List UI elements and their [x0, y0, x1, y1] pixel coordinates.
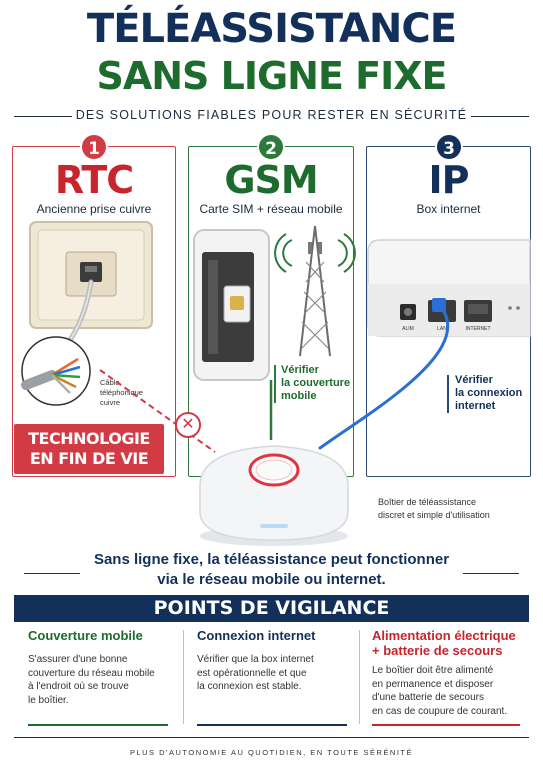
footer-tagline: PLUS D'AUTONOMIE AU QUOTIDIEN, EN TOUTE SÉRÉNITÉ	[129, 748, 414, 757]
end-of-life-badge: TECHNOLOGIE EN FIN DE VIE	[14, 424, 164, 474]
cable-note: Câble téléphonique cuivre	[100, 378, 143, 407]
number-badge-2: 2	[257, 133, 285, 161]
tech-subtitle-ip: Box internet	[416, 202, 481, 216]
ip-check-note: Vérifier la connexion internet	[455, 374, 523, 412]
tech-name-gsm: GSM	[224, 158, 318, 202]
vigilance-banner: POINTS DE VIGILANCE	[14, 595, 529, 622]
port-label-alim: ALIM	[402, 326, 414, 332]
vigilance-item-mobile	[28, 628, 178, 707]
number-badge-3: 3	[435, 133, 463, 161]
device-caption: Boîtier de téléassistance discret et simple d'utilisation	[378, 497, 490, 520]
port-label-lan: LAN	[437, 326, 447, 332]
footer-rule	[14, 737, 529, 738]
column-underline-mobile	[28, 724, 168, 726]
teleassistance-device-illustration	[192, 436, 357, 548]
main-title: TÉLÉASSISTANCE	[86, 6, 457, 52]
vigilance-item-text: Vérifier que la box internet est opérationnelle et que la connexion est stable.	[197, 654, 314, 692]
column-underline-power	[372, 724, 520, 726]
column-divider	[359, 630, 360, 724]
main-title-secondary: SANS LIGNE FIXE	[96, 54, 447, 98]
vigilance-item-internet	[197, 628, 352, 694]
gsm-check-note: Vérifier la couverture mobile	[281, 364, 351, 402]
summary-text: Sans ligne fixe, la téléassistance peut fonctionner via le réseau mobile ou internet.	[93, 551, 450, 588]
vigilance-item-title: Alimentation électrique + batterie de secours	[372, 628, 516, 658]
vigilance-item-power	[372, 628, 532, 718]
vigilance-item-title: Connexion internet	[197, 628, 316, 643]
tech-name-ip: IP	[428, 158, 469, 202]
number-badge-1: 1	[80, 133, 108, 161]
tech-subtitle-rtc: Ancienne prise cuivre	[36, 202, 152, 216]
vigilance-item-title: Couverture mobile	[28, 628, 143, 643]
tech-subtitle-gsm: Carte SIM + réseau mobile	[199, 202, 343, 216]
vigilance-item-text: Le boîtier doit être alimenté en permanence et disposer d'une batterie de secours en cas de coupure de courant.	[372, 665, 508, 717]
subtitle: DES SOLUTIONS FIABLES POUR RESTER EN SÉCURITÉ	[75, 108, 468, 122]
column-underline-internet	[197, 724, 347, 726]
column-divider	[183, 630, 184, 724]
vigilance-item-text: S'assurer d'une bonne couverture du réseau mobile à l'endroit où se trouve le boîtier.	[28, 654, 155, 706]
disconnected-x-icon: ✕	[175, 412, 201, 438]
tech-name-rtc: RTC	[54, 158, 134, 202]
summary-rule-right	[463, 573, 519, 574]
port-label-internet: INTERNET	[465, 326, 491, 332]
